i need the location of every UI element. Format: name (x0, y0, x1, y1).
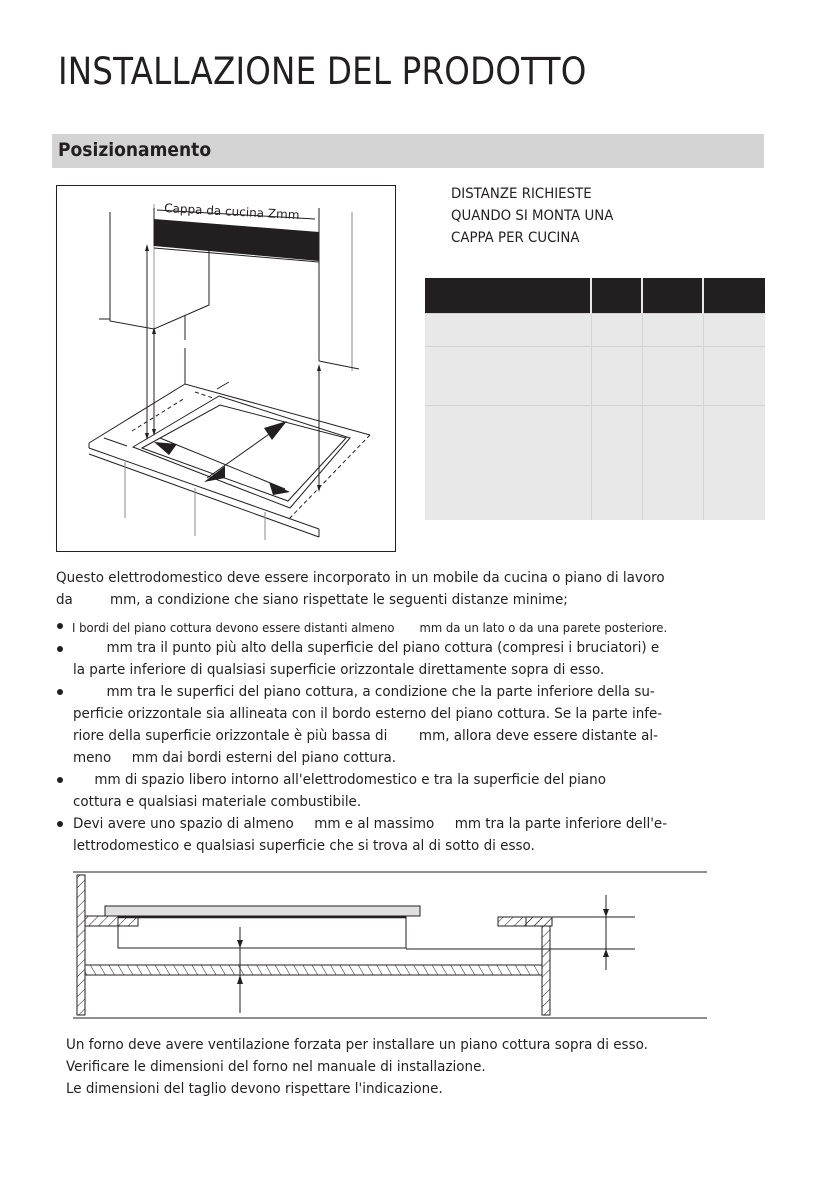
section-title: Posizionamento (58, 139, 212, 161)
cross-section-svg (60, 865, 720, 1025)
arrow-hob-width-start (204, 466, 225, 482)
table-cell (642, 347, 703, 406)
bullet-1-line-1 (72, 617, 667, 639)
bullet-icon (57, 646, 63, 652)
hob-inner-frame (142, 405, 346, 501)
bullet-4-line-1 (73, 769, 606, 791)
bullet-2-text-b: mm tra il punto più alto della superficie del piano cottura (compresi i bruciatori) e (106, 640, 660, 656)
bullet-icon (57, 689, 63, 695)
bullet-icon (57, 777, 63, 783)
bullet-1-text-a: I bordi del piano cottura devono essere distanti almeno (72, 620, 395, 635)
bullet-5-line-1 (73, 813, 667, 835)
table-cell (425, 314, 591, 347)
left-wall (77, 875, 85, 1015)
wall-right-corner (319, 361, 359, 369)
bullet-3-line-3 (73, 725, 658, 747)
bullet-3-line-4 (73, 747, 396, 769)
table-cell (703, 406, 765, 520)
bullet-icon (57, 623, 63, 629)
table-row (425, 406, 765, 520)
right-countertop (498, 917, 552, 926)
table-cell (425, 406, 591, 520)
hood-diagram-svg (57, 186, 397, 553)
bullet-4-line-2: cottura e qualsiasi materiale combustibile. (73, 794, 362, 810)
table-cell (591, 347, 642, 406)
footer-note-3: Le dimensioni del taglio devono rispettare l'indicazione. (66, 1081, 443, 1097)
bullet-1-text-b: mm da un lato o da una parete posteriore. (419, 620, 668, 635)
intro-line-1: Questo elettrodomestico deve essere incorporato in un mobile da cucina o piano di lavoro (56, 570, 665, 586)
hood-installation-diagram (56, 185, 396, 552)
bullet-4-text-b: mm di spazio libero intorno all'elettrodomestico e tra la superficie del piano (94, 772, 606, 788)
table-row (425, 314, 765, 347)
countertop-back (89, 384, 370, 443)
table-header-cell (591, 278, 642, 314)
right-wall (542, 926, 550, 1015)
hood-title-line-2: QUANDO SI MONTA UNA (451, 208, 614, 224)
table-cell (642, 406, 703, 520)
hood-title-line-1: DISTANZE RICHIESTE (451, 186, 592, 202)
footer-note-2: Verificare le dimensioni del forno nel manuale di installazione. (66, 1059, 486, 1075)
bullet-3-text-d: meno (73, 750, 112, 766)
bullet-5-text-c: mm tra la parte inferiore dell'e- (454, 816, 668, 832)
bullet-5-line-2: lettrodomestico e qualsiasi superficie che si trova al di sotto di esso. (73, 838, 535, 854)
table-header-cell (425, 278, 591, 314)
bullet-2-line-1 (73, 637, 659, 659)
bullet-2-line-2: la parte inferiore di qualsiasi superficie orizzontale direttamente sopra di esso. (73, 662, 605, 678)
table-cell (591, 314, 642, 347)
bullet-3-line-1 (73, 681, 655, 703)
bullet-3-text-b: mm tra le superfici del piano cottura, a condizione che la parte inferiore della su- (106, 684, 655, 700)
table-header-cell (642, 278, 703, 314)
hood-label: Cappa da cucina Zmm (163, 201, 300, 223)
table-cell (642, 314, 703, 347)
table-header-cell (703, 278, 765, 314)
bullet-3-text-a: riore della superficie orizzontale è più bassa di (73, 728, 388, 744)
left-cabinet-outline (110, 248, 209, 329)
hob-body (118, 917, 406, 948)
bullet-3-text-e: mm dai bordi esterni del piano cottura. (131, 750, 397, 766)
table-cell (591, 406, 642, 520)
intro-line-2 (56, 589, 568, 611)
footer-note-1: Un forno deve avere ventilazione forzata per installare un piano cottura sopra di esso. (66, 1037, 648, 1053)
hood-distance-table (425, 278, 765, 520)
arrow-hob-depth-end (269, 482, 290, 495)
intro-line-2-end: mm, a condizione che siano rispettate le seguenti distanze minime; (110, 592, 568, 608)
shelf (85, 965, 542, 975)
hob-glass (105, 906, 420, 916)
hood-distance-title (451, 183, 613, 249)
hob-cross-section-diagram (60, 865, 720, 1025)
page-title: INSTALLAZIONE DEL PRODOTTO (58, 50, 587, 93)
intro-line-2-start: da (56, 592, 73, 608)
bullet-3-line-2: perficie orizzontale sia allineata con il bordo esterno del piano cottura. Se la parte infe- (73, 706, 663, 722)
bullet-5-text-b: mm e al massimo (314, 816, 435, 832)
arrow-hob-width-end (264, 421, 287, 440)
bullet-5-text-a: Devi avere uno spazio di almeno (73, 816, 294, 832)
hood-title-line-3: CAPPA PER CUCINA (451, 230, 580, 246)
bullet-3-text-c: mm, allora deve essere distante al- (418, 728, 658, 744)
table-cell (703, 314, 765, 347)
table-row (425, 347, 765, 406)
table-header-row (425, 278, 765, 314)
arrow-hob-depth-start (154, 442, 177, 455)
bullet-icon (57, 821, 63, 827)
table-cell (425, 347, 591, 406)
table-cell (703, 347, 765, 406)
